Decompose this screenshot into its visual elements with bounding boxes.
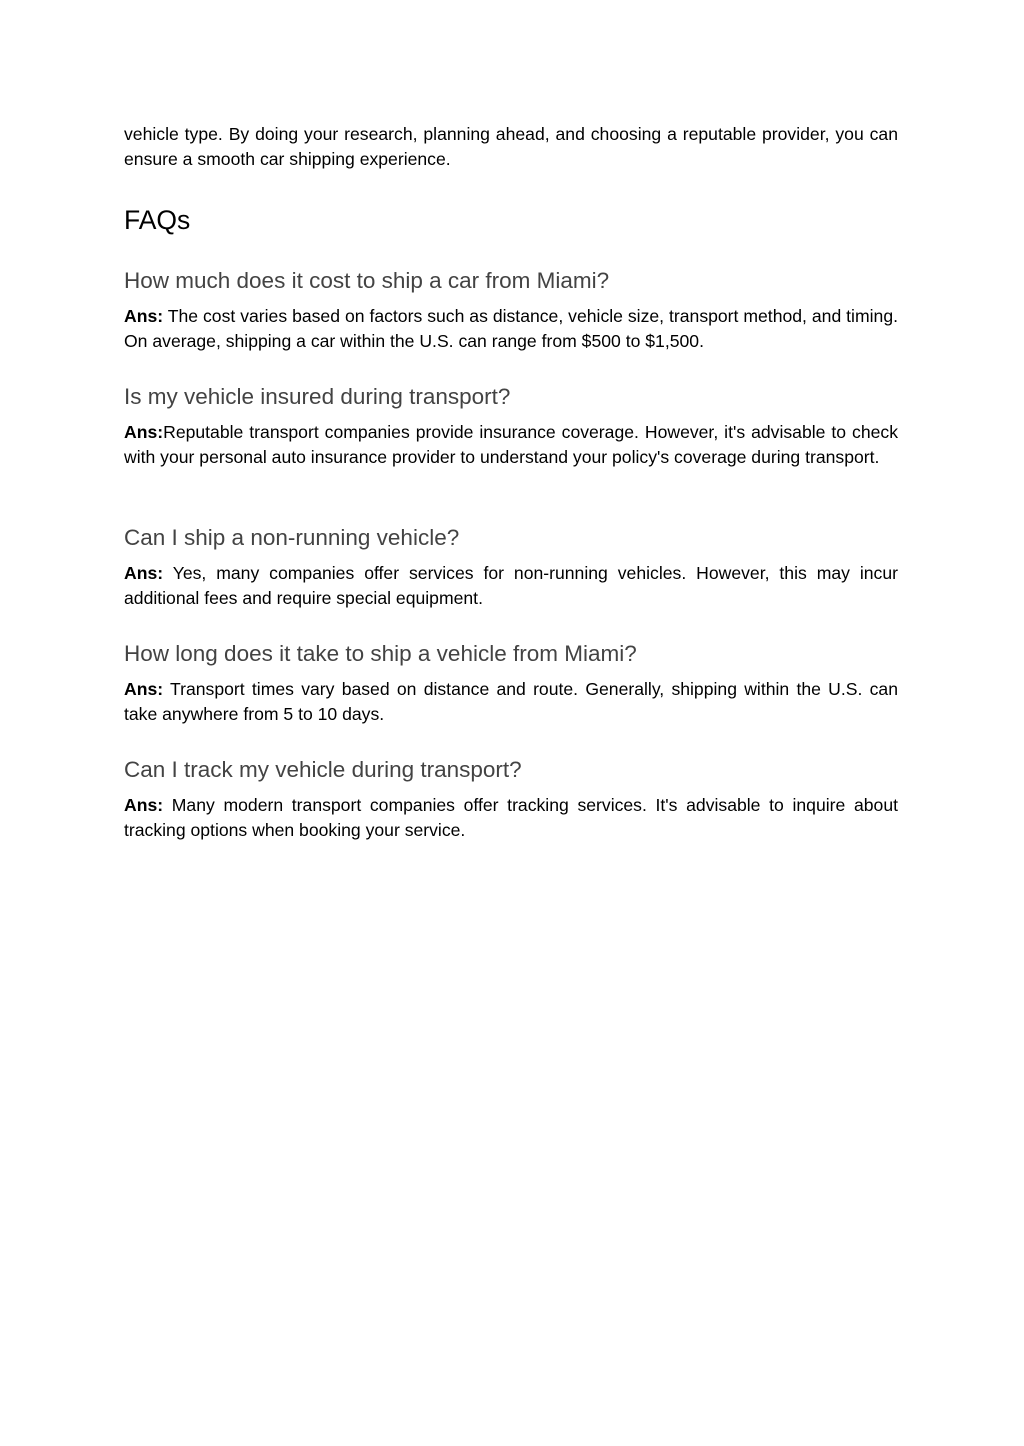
faq-question: Is my vehicle insured during transport? <box>124 384 511 409</box>
answer-text: Many modern transport companies offer tracking services. It's advisable to inquire about tracking options when booking your service. <box>124 795 898 840</box>
answer-label: Ans: <box>124 679 164 699</box>
faq-answer <box>124 304 898 354</box>
faq-answer <box>124 561 898 611</box>
faq-question: Can I track my vehicle during transport? <box>124 757 522 782</box>
answer-text: Yes, many companies offer services for non-running vehicles. However, this may incur additional fees and require special equipment. <box>124 563 898 608</box>
answer-label: Ans: <box>124 563 164 583</box>
answer-text: Reputable transport companies provide insurance coverage. However, it's advisable to check with your personal auto insurance provider to understand your policy's coverage during transport. <box>124 422 898 467</box>
faq-answer <box>124 793 898 843</box>
intro-paragraph: vehicle type. By doing your research, planning ahead, and choosing a reputable provider, you can ensure a smooth car shipping experience. <box>124 124 898 169</box>
faq-heading: FAQs <box>124 205 191 235</box>
faq-item <box>124 639 898 727</box>
answer-label: Ans: <box>124 306 164 326</box>
faq-item <box>124 266 898 354</box>
faq-answer <box>124 420 898 470</box>
answer-text: The cost varies based on factors such as distance, vehicle size, transport method, and timing. On average, shipping a car within the U.S. can range from $500 to $1,500. <box>124 306 898 351</box>
answer-label: Ans: <box>124 422 164 442</box>
faq-question: How long does it take to ship a vehicle from Miami? <box>124 641 637 666</box>
faq-answer <box>124 677 898 727</box>
faq-item <box>124 523 898 611</box>
answer-text: Transport times vary based on distance and route. Generally, shipping within the U.S. can take anywhere from 5 to 10 days. <box>124 679 898 724</box>
answer-label: Ans: <box>124 795 164 815</box>
faq-item <box>124 382 898 470</box>
faq-item <box>124 755 898 843</box>
faq-question: How much does it cost to ship a car from Miami? <box>124 268 610 293</box>
faq-question: Can I ship a non-running vehicle? <box>124 525 460 550</box>
